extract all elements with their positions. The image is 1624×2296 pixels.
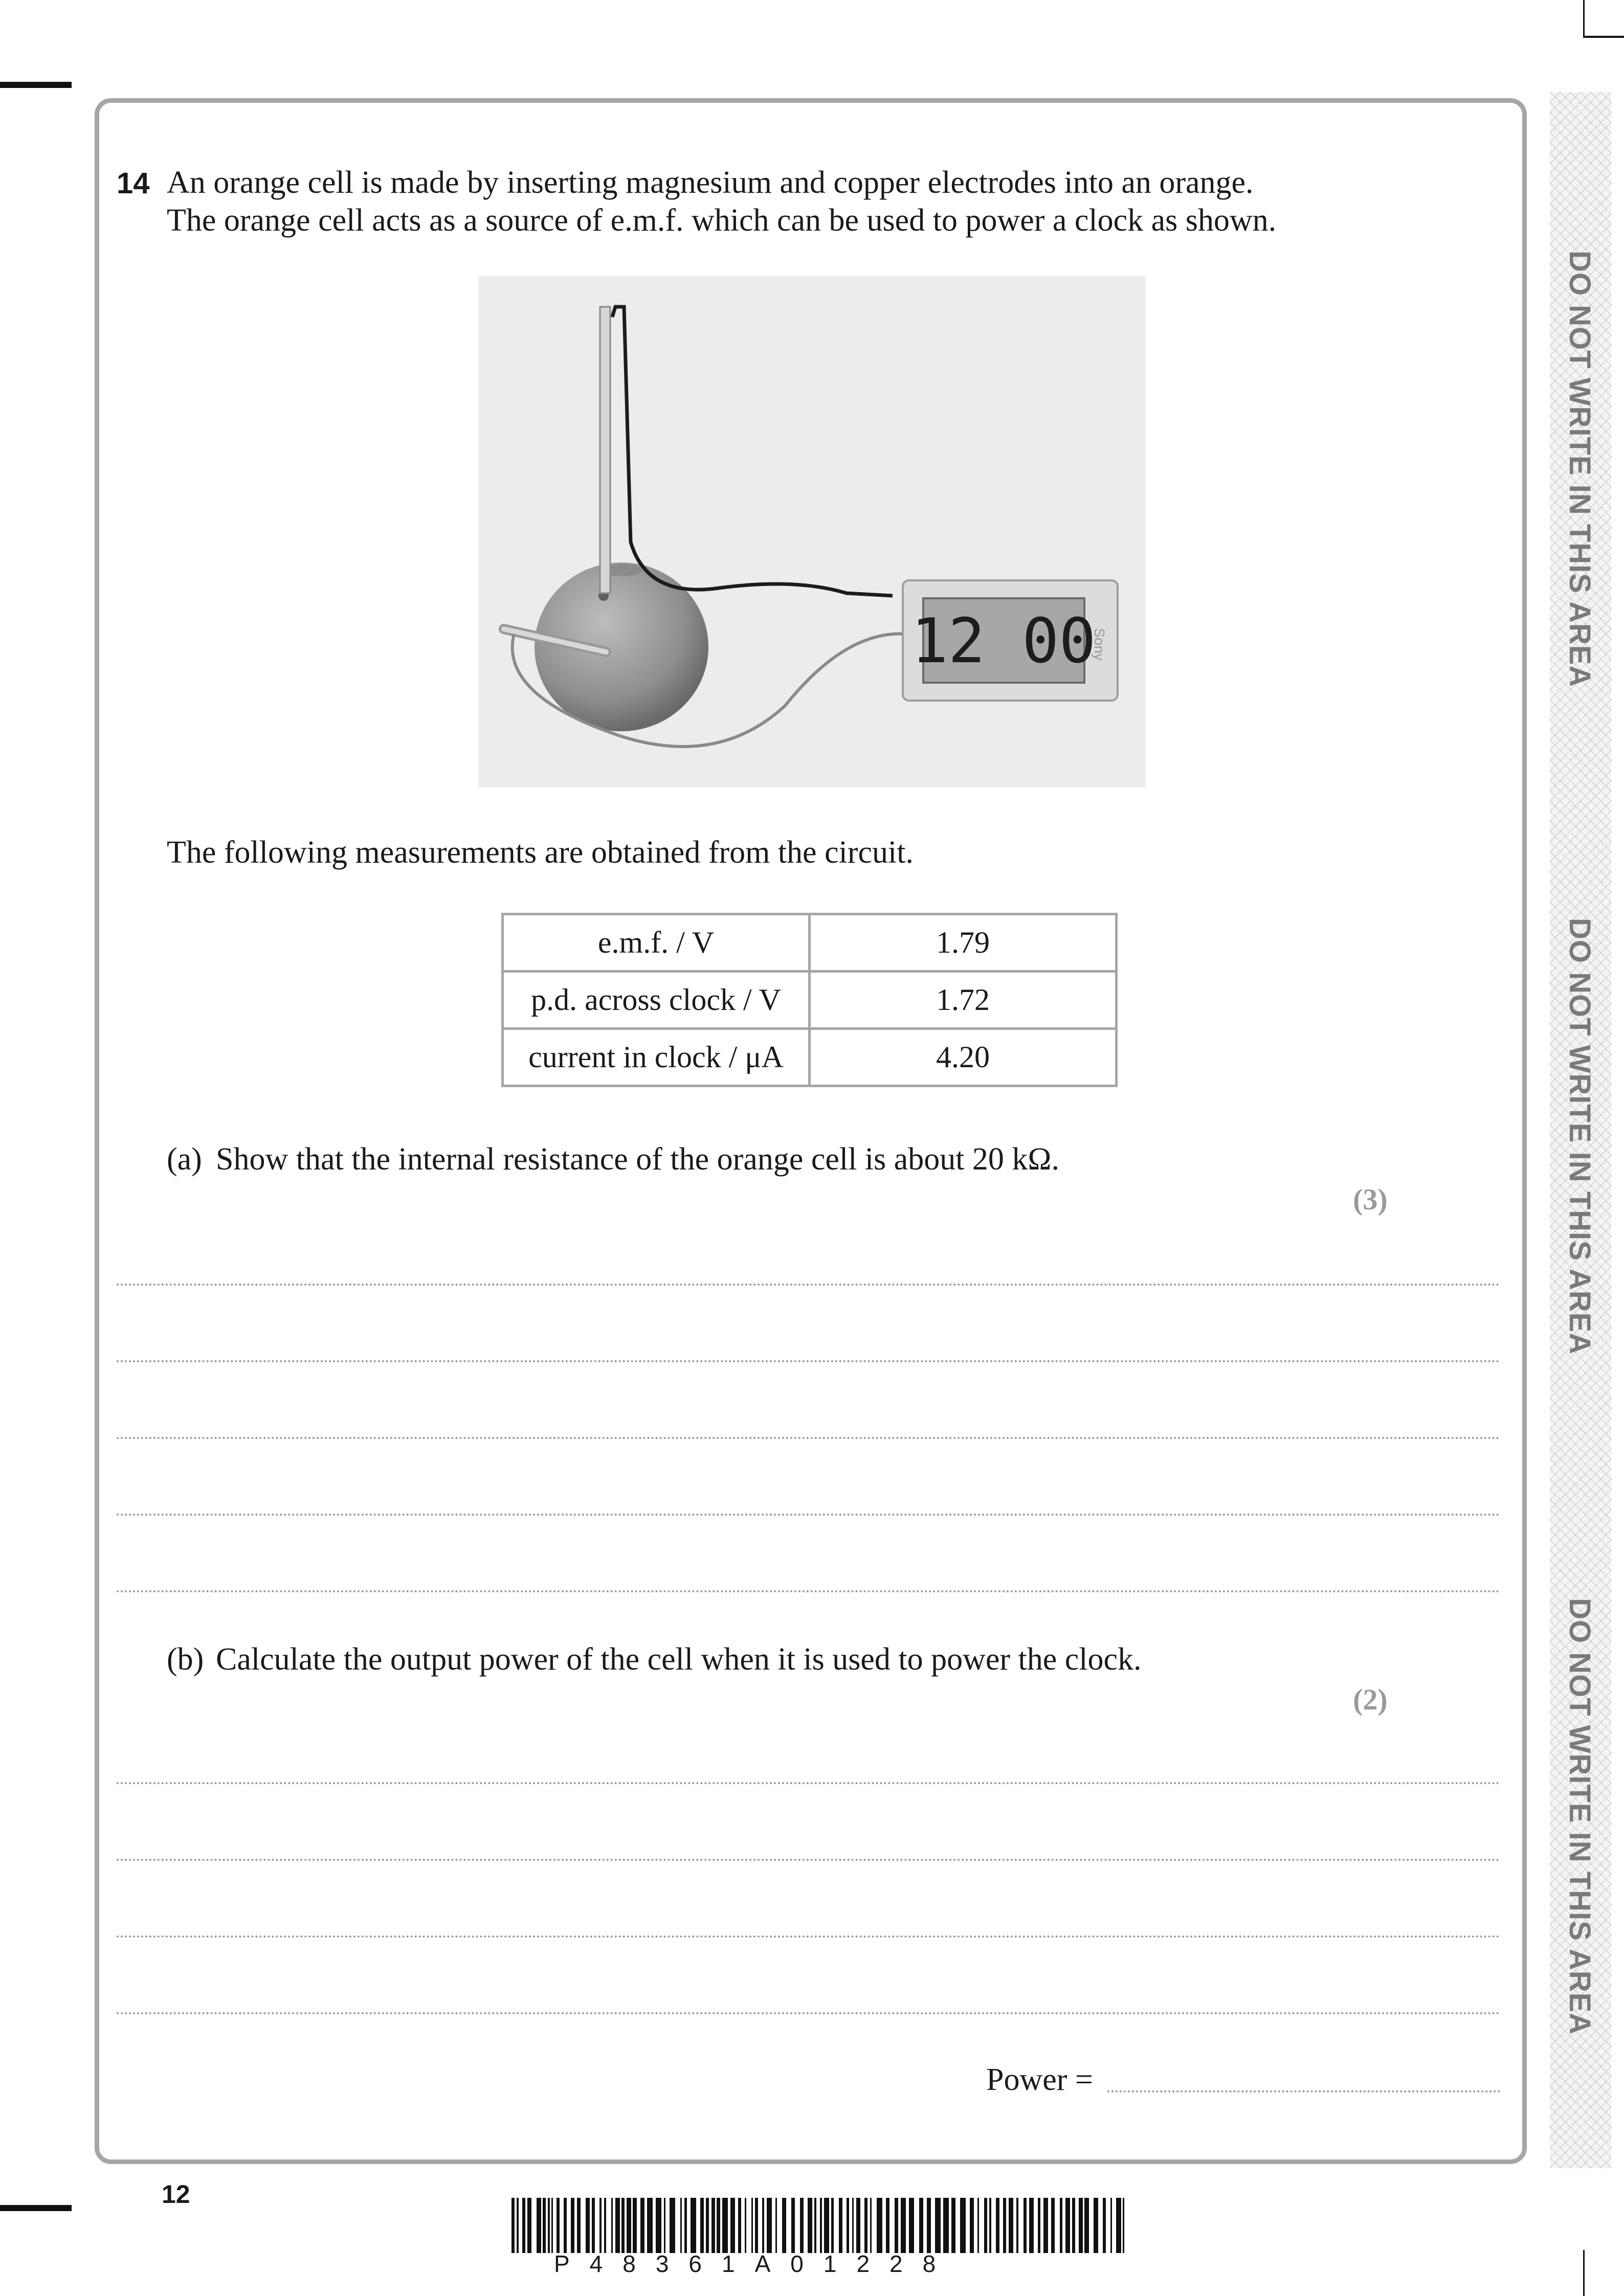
barcode-bar bbox=[511, 2198, 515, 2253]
barcode-bar bbox=[886, 2198, 889, 2253]
barcode-bar bbox=[984, 2198, 987, 2253]
part-b-marks: (2) bbox=[1353, 1683, 1388, 1716]
barcode-bar bbox=[1123, 2198, 1124, 2253]
barcode-text: P48361A01228 bbox=[554, 2250, 956, 2277]
barcode-bar bbox=[751, 2198, 753, 2253]
barcode-bar bbox=[919, 2198, 923, 2253]
answer-line-a[interactable] bbox=[117, 1360, 1500, 1362]
measurements-table bbox=[501, 913, 1118, 1087]
barcode-bar bbox=[1103, 2198, 1106, 2253]
part-a-label: (a) bbox=[167, 1142, 202, 1177]
table-row bbox=[503, 972, 1117, 1029]
barcode-bar bbox=[706, 2198, 709, 2253]
table-cell-value: 4.20 bbox=[810, 1029, 1117, 1086]
barcode-bar bbox=[1051, 2198, 1055, 2253]
barcode-bar bbox=[864, 2198, 867, 2253]
table-cell-quantity: e.m.f. / V bbox=[503, 914, 810, 972]
barcode-bar bbox=[847, 2198, 849, 2253]
table-cell-value: 1.72 bbox=[810, 972, 1117, 1029]
barcode-bar bbox=[767, 2198, 772, 2253]
barcode-bar bbox=[1065, 2198, 1070, 2253]
barcode-bar bbox=[935, 2198, 941, 2253]
barcode-bar bbox=[640, 2198, 644, 2253]
barcode-bar bbox=[1009, 2198, 1013, 2253]
barcode-bar bbox=[977, 2198, 979, 2253]
barcode-bar bbox=[1084, 2198, 1089, 2253]
barcode-bar bbox=[611, 2198, 613, 2253]
answer-line-a[interactable] bbox=[117, 1590, 1500, 1592]
barcode-bar bbox=[537, 2198, 541, 2253]
barcode-bar bbox=[901, 2198, 906, 2253]
barcode-bar bbox=[647, 2198, 653, 2253]
barcode-bar bbox=[951, 2198, 955, 2253]
answer-line-b[interactable] bbox=[117, 1859, 1500, 1861]
question-intro-line2: The orange cell acts as a source of e.m.f. which can be used to power a clock as shown. bbox=[167, 203, 1277, 238]
barcode-bar bbox=[996, 2198, 999, 2253]
barcode-bar bbox=[557, 2198, 560, 2253]
barcode-bar bbox=[730, 2198, 735, 2253]
barcode-bar bbox=[909, 2198, 914, 2253]
barcode-bar bbox=[543, 2198, 546, 2253]
question-intro-line1: An orange cell is made by inserting magnesium and copper electrodes into an orange. bbox=[167, 165, 1254, 200]
clock-display: 12 00 bbox=[911, 606, 1096, 677]
barcode-bar bbox=[877, 2198, 882, 2253]
barcode-bar bbox=[599, 2198, 602, 2253]
barcode-bar bbox=[577, 2198, 581, 2253]
answer-line-a[interactable] bbox=[117, 1437, 1500, 1439]
barcode-bar bbox=[522, 2198, 525, 2253]
barcode-bar bbox=[722, 2198, 728, 2253]
barcode-bar bbox=[989, 2198, 991, 2253]
clock-brand: Sony bbox=[1092, 628, 1107, 661]
table-cell-quantity: p.d. across clock / V bbox=[503, 972, 810, 1029]
crop-mark-left-top bbox=[0, 82, 72, 88]
barcode-bar bbox=[700, 2198, 704, 2253]
measurements-intro: The following measurements are obtained from the circuit. bbox=[167, 835, 914, 870]
barcode-bar bbox=[1038, 2198, 1040, 2253]
question-number: 14 bbox=[117, 167, 150, 200]
barcode-bar bbox=[691, 2198, 696, 2253]
barcode-bar bbox=[970, 2198, 974, 2253]
barcode-bar bbox=[527, 2198, 531, 2253]
answer-line-b[interactable] bbox=[117, 2012, 1500, 2014]
barcode-bar bbox=[943, 2198, 949, 2253]
barcode-bar bbox=[960, 2198, 966, 2253]
barcode-bar bbox=[517, 2198, 519, 2253]
barcode-bar bbox=[782, 2198, 786, 2253]
part-b-text: Calculate the output power of the cell when it is used to power the clock. bbox=[216, 1642, 1142, 1677]
barcode-bar bbox=[1043, 2198, 1048, 2253]
barcode-bar bbox=[1029, 2198, 1034, 2253]
part-a-text: Show that the internal resistance of the orange cell is about 20 kΩ. bbox=[216, 1142, 1059, 1177]
table-cell-quantity: current in clock / μA bbox=[503, 1029, 810, 1086]
barcode-bar bbox=[839, 2198, 842, 2253]
part-b-label: (b) bbox=[167, 1642, 204, 1677]
barcode-bar bbox=[800, 2198, 804, 2253]
page-number: 12 bbox=[162, 2180, 190, 2209]
barcode-bar bbox=[831, 2198, 834, 2253]
barcode-bar bbox=[856, 2198, 860, 2253]
barcode-bar bbox=[656, 2198, 661, 2253]
barcode-bar bbox=[1116, 2198, 1121, 2253]
barcode-bar bbox=[1003, 2198, 1006, 2253]
barcode-bar bbox=[548, 2198, 550, 2253]
margin-notice-3: DO NOT WRITE IN THIS AREA bbox=[1563, 1598, 1596, 2035]
barcode-bar bbox=[684, 2198, 687, 2253]
barcode-bar bbox=[604, 2198, 606, 2253]
barcode-bar bbox=[571, 2198, 574, 2253]
barcode-bar bbox=[680, 2198, 682, 2253]
barcode-bar bbox=[1024, 2198, 1027, 2253]
answer-line-a[interactable] bbox=[117, 1514, 1500, 1516]
power-answer-line[interactable] bbox=[1107, 2090, 1500, 2092]
barcode-bar bbox=[814, 2198, 816, 2253]
barcode-bar bbox=[895, 2198, 898, 2253]
barcode-bar bbox=[1079, 2198, 1083, 2253]
barcode-bar bbox=[755, 2198, 758, 2253]
barcode-bar bbox=[852, 2198, 854, 2253]
orange-cell-photo bbox=[478, 276, 1146, 787]
crop-mark-left-bottom bbox=[0, 2205, 72, 2211]
barcode-bar bbox=[621, 2198, 625, 2253]
barcode-bar bbox=[564, 2198, 567, 2253]
barcode-bar bbox=[664, 2198, 665, 2253]
crop-mark-right-bottom bbox=[1583, 2250, 1585, 2296]
crop-mark-right-top bbox=[1583, 0, 1585, 36]
barcode-bar bbox=[717, 2198, 720, 2253]
table-cell-value: 1.79 bbox=[810, 914, 1117, 972]
barcode-bar bbox=[627, 2198, 631, 2253]
barcode-bar bbox=[551, 2198, 553, 2253]
answer-line-b[interactable] bbox=[117, 1782, 1500, 1784]
barcode-bar bbox=[745, 2198, 746, 2253]
barcode-bar bbox=[615, 2198, 620, 2253]
barcode-bar bbox=[670, 2198, 675, 2253]
power-label: Power = bbox=[986, 2062, 1093, 2097]
barcode-bar bbox=[1094, 2198, 1098, 2253]
barcode-bar bbox=[775, 2198, 777, 2253]
answer-line-b[interactable] bbox=[117, 1935, 1500, 1938]
barcode bbox=[511, 2198, 1130, 2253]
barcode-bar bbox=[1016, 2198, 1018, 2253]
barcode-bar bbox=[870, 2198, 872, 2253]
barcode-bar bbox=[762, 2198, 764, 2253]
part-a-marks: (3) bbox=[1353, 1183, 1388, 1216]
barcode-bar bbox=[820, 2198, 822, 2253]
table-row bbox=[503, 914, 1117, 972]
barcode-bar bbox=[791, 2198, 795, 2253]
answer-line-a[interactable] bbox=[117, 1284, 1500, 1286]
margin-notice-2: DO NOT WRITE IN THIS AREA bbox=[1563, 918, 1596, 1355]
table-row bbox=[503, 1029, 1117, 1086]
barcode-bar bbox=[711, 2198, 715, 2253]
barcode-bar bbox=[738, 2198, 741, 2253]
barcode-bar bbox=[927, 2198, 931, 2253]
barcode-bar bbox=[808, 2198, 812, 2253]
barcode-bar bbox=[592, 2198, 595, 2253]
crop-mark-right-top-h bbox=[1583, 36, 1624, 38]
barcode-bar bbox=[824, 2198, 829, 2253]
barcode-bar bbox=[1110, 2198, 1112, 2253]
orange-cell-illustration bbox=[478, 276, 1146, 787]
barcode-bar bbox=[1060, 2198, 1062, 2253]
barcode-bar bbox=[633, 2198, 637, 2253]
barcode-bar bbox=[586, 2198, 590, 2253]
margin-notice-1: DO NOT WRITE IN THIS AREA bbox=[1563, 251, 1596, 688]
barcode-bar bbox=[1072, 2198, 1075, 2253]
